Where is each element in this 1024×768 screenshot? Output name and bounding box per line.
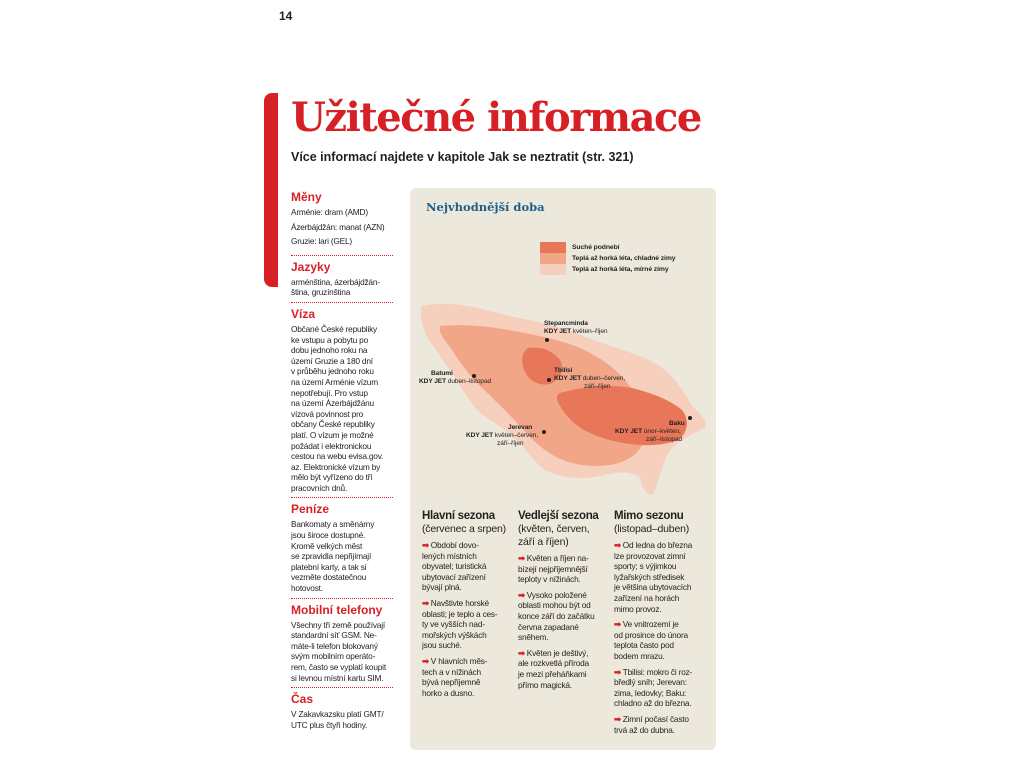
city-kdy: KDY JET	[554, 375, 582, 382]
info-text-line: pracovních dnů.	[291, 482, 348, 493]
arrow-right-icon: ➡	[518, 589, 525, 600]
info-text-line: občany České republiky	[291, 419, 375, 430]
city-kdy: KDY JET	[466, 432, 494, 439]
city-when: duben–červen,	[582, 375, 626, 382]
info-text-line: Občané České republiky	[291, 323, 377, 334]
info-section	[291, 260, 393, 303]
info-heading: Jazyky	[291, 259, 331, 274]
season-bullet	[614, 540, 704, 614]
info-text-line: arménština, ázerbájdžán-	[291, 276, 380, 287]
bullet-text-line: lyžařských středisek	[614, 571, 685, 582]
season-bullet	[422, 540, 512, 593]
city-marker	[545, 338, 549, 342]
info-text-line: Gruzie: lari (GEL)	[291, 236, 352, 247]
season-period: (květen, červen,	[518, 523, 590, 535]
season-column	[422, 510, 518, 740]
arrow-right-icon: ➡	[614, 666, 621, 677]
page-number: 14	[279, 9, 293, 23]
info-text-line: v průběhu jednoho roku	[291, 366, 374, 377]
bullet-text-line: V hlavních měs-	[430, 655, 488, 666]
bullet-text-line: června zapadané	[518, 621, 579, 632]
season-bullet	[422, 656, 512, 698]
info-text-line: Ázerbájdžán: manat (AZN)	[291, 221, 385, 232]
bullet-text-line: je mezi přeháňkami	[518, 668, 587, 679]
caucasus-map	[410, 188, 716, 508]
city-name: Jerevan	[508, 424, 533, 431]
sidebar-info	[291, 190, 393, 738]
city-marker	[542, 430, 546, 434]
info-text-line: hotovost.	[291, 583, 323, 594]
info-text-line: standardní síť GSM. Ne-	[291, 630, 377, 641]
info-heading: Čas	[291, 692, 314, 707]
info-text-line: nepotřebují. Pro vstup	[291, 387, 368, 398]
info-heading: Víza	[291, 306, 316, 321]
city-when: květen–červen,	[494, 432, 539, 439]
season-bullet	[614, 667, 704, 709]
arrow-right-icon: ➡	[422, 597, 429, 608]
info-heading: Mobilní telefony	[291, 602, 383, 617]
info-text-line: V Zakavkazsku platí GMT/	[291, 709, 384, 720]
arrow-right-icon: ➡	[518, 647, 525, 658]
page-title: Užitečné informace	[291, 94, 701, 141]
city-label	[419, 370, 491, 386]
info-text-line: Bankomaty a směnárny	[291, 519, 375, 530]
bullet-text-line: trvá až do dubna.	[614, 724, 675, 735]
season-bullet	[614, 714, 704, 735]
info-text-line: az. Elektronické vízum by	[291, 461, 381, 472]
bullet-text-line: je většina ubytovacích	[614, 582, 692, 593]
info-text-line: Kromě velkých měst	[291, 540, 363, 551]
season-heading: Hlavní sezona	[422, 510, 495, 522]
city-name: Stepancminda	[544, 320, 588, 327]
bullet-text-line: zařízení na horách	[614, 592, 680, 603]
city-when-2: září–říjen	[584, 383, 611, 390]
city-when: duben–listopad	[447, 378, 492, 385]
bullet-text-line: Období dovo-	[430, 540, 479, 550]
bullet-text-line: bodem mrazu.	[614, 650, 665, 661]
season-column	[614, 510, 710, 740]
info-section	[291, 190, 393, 256]
bullet-text-line: sněhem.	[518, 632, 549, 643]
accent-bar	[264, 93, 278, 287]
info-section	[291, 692, 393, 734]
bullet-text-line: mořských výškách	[422, 629, 487, 640]
bullet-text-line: Květen a říjen na-	[526, 553, 589, 563]
bullet-text-line: ty ve vyšších nad-	[422, 619, 485, 630]
info-text-line: se zpravidla nepřijímají	[291, 551, 372, 562]
bullet-text-line: Květen je deštivý,	[526, 647, 589, 658]
city-name: Batumi	[431, 370, 453, 377]
arrow-right-icon: ➡	[518, 553, 525, 563]
season-heading: Vedlejší sezona	[518, 510, 599, 522]
bullet-text-line: od prosince do února	[614, 629, 688, 640]
info-text-line: UTC plus čtyři hodiny.	[291, 719, 368, 730]
bullet-text-line: horko a dusno.	[422, 687, 475, 698]
arrow-right-icon: ➡	[422, 540, 429, 550]
city-when: květen–říjen	[572, 328, 608, 335]
bullet-text-line: bízejí nejpříjemnější	[518, 563, 588, 574]
info-heading: Peníze	[291, 502, 330, 517]
city-marker	[688, 416, 692, 420]
bullet-text-line: bývají plná.	[422, 582, 462, 593]
page-subtitle: Více informací najdete v kapitole Jak se neztratit (str. 321)	[291, 150, 634, 164]
arrow-right-icon: ➡	[614, 619, 621, 630]
bullet-text-line: oblasti mohou být od	[518, 600, 591, 611]
city-label	[615, 420, 685, 444]
info-text-line: na území Ázerbájdžánu	[291, 398, 374, 409]
season-bullet	[518, 553, 608, 585]
info-text-line: vízová povinnost pro	[291, 408, 364, 419]
season-columns	[422, 510, 710, 740]
season-bullet	[518, 648, 608, 690]
season-bullet	[614, 619, 704, 661]
info-text-line: Arménie: dram (AMD)	[291, 207, 368, 217]
bullet-text-line: Tbilisi: mokro či roz-	[622, 666, 693, 677]
info-text-line: jsou široce dostupné.	[291, 530, 366, 541]
info-text-line: ština, gruzínština	[291, 287, 351, 298]
season-period: (červenec a srpen)	[422, 523, 506, 535]
season-bullet	[518, 590, 608, 643]
city-kdy: KDY JET	[615, 428, 643, 435]
info-text-line: na území Arménie vízum	[291, 376, 378, 387]
arrow-right-icon: ➡	[614, 540, 621, 550]
city-when-2: září–listopad	[646, 436, 683, 443]
bullet-text-line: tech a v nížinách	[422, 666, 481, 677]
city-label	[466, 424, 538, 448]
bullet-text-line: chladno až do března.	[614, 698, 692, 709]
info-text-line: platí. O vízum je možné	[291, 429, 374, 440]
bullet-text-line: lených místních	[422, 550, 477, 561]
bullet-text-line: konce září do začátku	[518, 610, 595, 621]
bullet-text-line: lze provozovat zimní	[614, 550, 686, 561]
city-when: únor–květen,	[643, 428, 681, 435]
bullet-text-line: mimo provoz.	[614, 603, 662, 614]
best-time-panel	[410, 188, 716, 750]
season-column	[518, 510, 614, 740]
legend-label: Teplá až horká léta, mírné zimy	[572, 266, 669, 273]
bullet-text-line: sporty; s výjimkou	[614, 561, 677, 572]
bullet-text-line: ubytovací zařízení	[422, 571, 486, 582]
bullet-text-line: bývá nepříjemně	[422, 677, 481, 688]
bullet-text-line: ale rozkvetlá příroda	[518, 658, 589, 669]
bullet-text-line: Navštivte horské	[430, 597, 489, 608]
arrow-right-icon: ➡	[614, 713, 621, 724]
bullet-text-line: přímo magická.	[518, 679, 572, 690]
city-kdy: KDY JET	[419, 378, 447, 385]
info-text-line: svým mobilním operáto-	[291, 651, 376, 662]
info-text-line: vezměte dostatečnou	[291, 572, 367, 583]
info-heading: Měny	[291, 190, 322, 204]
bullet-text-line: teplota často pod	[614, 640, 674, 651]
info-section	[291, 502, 393, 598]
city-when-2: září–říjen	[497, 440, 524, 447]
city-marker	[547, 378, 551, 382]
info-text-line: platební karty, a tak si	[291, 561, 367, 572]
info-text-line: ke vstupu a pobytu po	[291, 334, 368, 345]
season-bullet	[422, 598, 512, 651]
season-period: září a říjen)	[518, 536, 569, 548]
city-name: Tbilisi	[554, 367, 573, 374]
bullet-text-line: teploty v nížinách.	[518, 574, 581, 585]
bullet-text-line: jsou suché.	[422, 640, 462, 651]
info-text-line: Všechny tři země používají	[291, 619, 385, 630]
info-section	[291, 307, 393, 499]
info-text-line: mělo být vyřízeno do tří	[291, 472, 373, 483]
panel-title: Nejvhodnější doba	[426, 200, 545, 214]
info-text-line: dobu jednoho roku na	[291, 345, 368, 356]
info-section	[291, 603, 393, 689]
info-text-line: území Gruzie a 180 dní	[291, 355, 373, 366]
info-text-line: rem, často se vyplatí koupit	[291, 662, 386, 672]
legend-label: Teplá až horká léta, chladné zimy	[572, 255, 676, 262]
bullet-text-line: obyvatel; turistická	[422, 561, 487, 572]
city-label	[554, 367, 625, 391]
info-text-line: cestou na webu evisa.gov.	[291, 451, 384, 462]
city-kdy: KDY JET	[544, 328, 572, 335]
bullet-text-line: Vysoko položené	[526, 589, 587, 600]
legend-label: Suché podnebí	[572, 244, 620, 251]
city-label	[544, 320, 608, 336]
season-heading: Mimo sezonu	[614, 510, 684, 522]
season-period: (listopad–duben)	[614, 523, 690, 535]
bullet-text-line: Od ledna do března	[622, 540, 693, 550]
bullet-text-line: zima, ledovky; Baku:	[614, 687, 687, 698]
arrow-right-icon: ➡	[422, 655, 429, 666]
bullet-text-line: Zimní počasí často	[622, 713, 689, 724]
city-name: Baku	[669, 420, 685, 427]
bullet-text-line: bředlý sníh; Jerevan:	[614, 677, 687, 688]
bullet-text-line: oblasti; je teplo a ces-	[422, 608, 498, 619]
bullet-text-line: Ve vnitrozemí je	[622, 619, 679, 630]
info-text-line: si levnou místní kartu SIM.	[291, 672, 384, 683]
info-text-line: požádat i elektronickou	[291, 440, 372, 451]
info-text-line: máte-li telefon blokovaný	[291, 640, 378, 651]
